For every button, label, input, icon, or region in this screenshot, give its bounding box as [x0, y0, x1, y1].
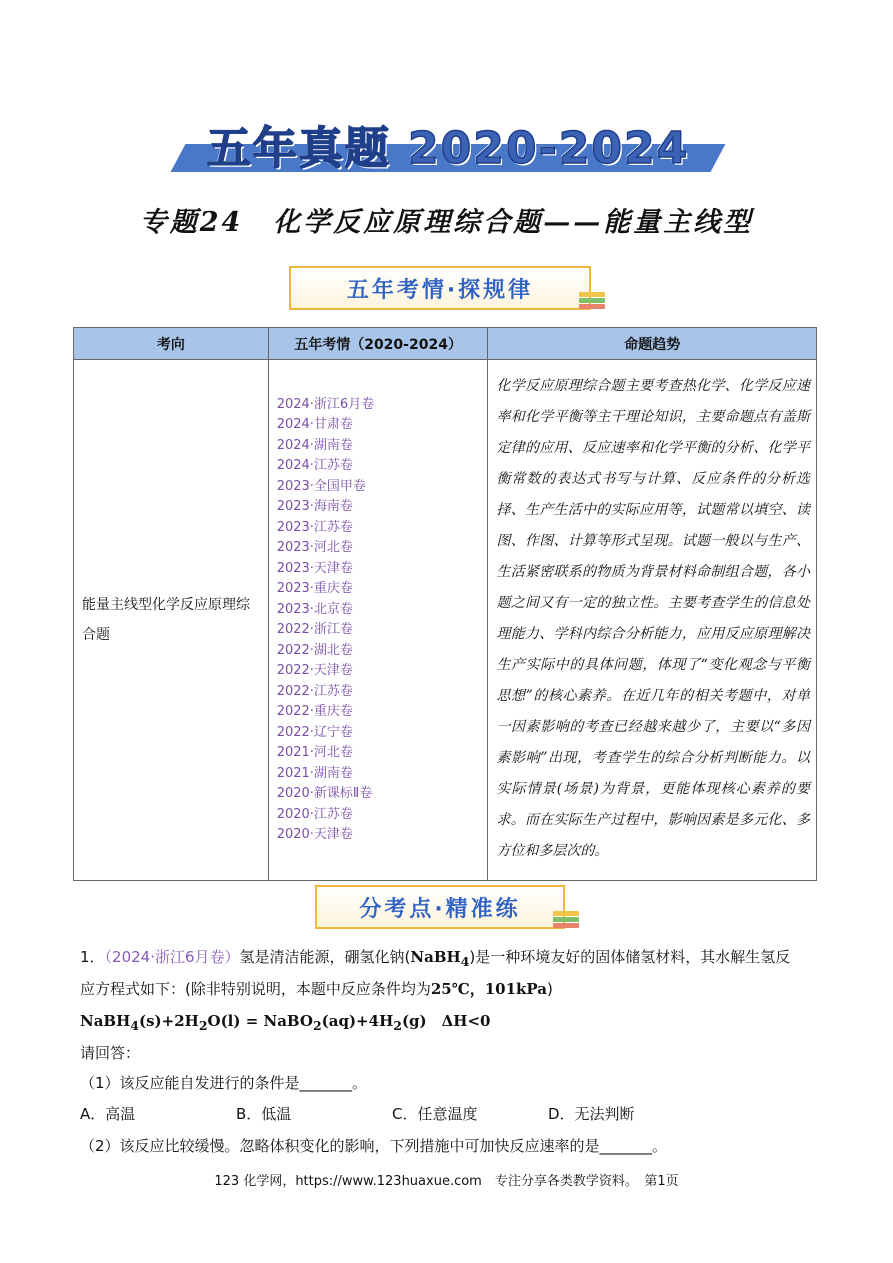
year-item: 2024·湖南卷 [276, 437, 353, 453]
year-item: 2024·江苏卷 [276, 458, 353, 473]
page-footer: 123 化学网，https://www.123huaxue.com 专注分享各类教学资料。 第1页 [214, 1174, 679, 1189]
year-item: 2020·新课标Ⅱ卷 [276, 786, 373, 801]
question-text: 氢是清洁能源，硼氢化钠( [239, 948, 411, 966]
table-row [74, 360, 817, 881]
eq-part: (aq)+4H [321, 1012, 394, 1030]
subject-title: 专题24 化学反应原理综合题——能量主线型 [139, 207, 754, 238]
section-label: 五年考情·探规律 [346, 277, 534, 303]
banner-title: 五年真题 2020-2024 [206, 123, 690, 174]
formula-subscript: 4 [460, 954, 470, 969]
section-badge-trends [289, 266, 591, 310]
year-item: 2023·江苏卷 [276, 519, 353, 535]
sub-question-1: （1）该反应能自发进行的条件是_______。 [80, 1074, 368, 1092]
year-item: 2021·湖南卷 [276, 765, 353, 781]
header-banner [168, 108, 728, 176]
year-item: 2020·江苏卷 [276, 806, 353, 822]
header-years: 五年考情（2020-2024） [268, 328, 488, 360]
equation [80, 1010, 490, 1033]
trend-cell: 化学反应原理综合题主要考查热化学、化学反应速率和化学平衡等主干理论知识，主要命题点有盖斯定律的应用、反应速率和化学平衡的分析、化学平衡常数的表达式书写与计算、反应条件的分析选择、生产生活中的实际应用等，试题常以填空、读图、作图、计算等形式呈现。试题一般以与生产、生活紧密联系的物质为背景材料命制组合题，各小题之间又有一定的独立性。主要考查学生的信息处理能力、学科内综合分析能力，应用反应原理解决生产实际中的具体问题，体现了“变化观念与平衡思想”的核心素养。在近几年的相关考题中，对单一因素影响的考查已经越来越少了，主要以“多因素影响”出现，考查学生的综合分析判断能力。以实际情景(场景)为背景，更能体现核心素养的要求。而在实际生产过程中，影响因素是多元化、多方位和多层次的。 [488, 360, 817, 881]
year-item: 2023·北京卷 [276, 601, 353, 617]
formula: NaBH [410, 948, 461, 966]
eq-sub: 2 [393, 1018, 402, 1033]
section-badge-practice [315, 885, 565, 929]
eq-part: O(l) = NaBO [207, 1012, 313, 1030]
year-item: 2020·天津卷 [276, 827, 353, 842]
year-item: 2023·河北卷 [276, 540, 353, 555]
year-item: 2022·辽宁卷 [276, 724, 353, 740]
question-source: （2024·浙江6月卷） [104, 948, 240, 966]
year-item: 2022·湖北卷 [276, 642, 353, 658]
section-label: 分考点·精准练 [359, 896, 521, 922]
question-line-2 [80, 978, 553, 999]
year-item: 2024·甘肃卷 [276, 417, 353, 432]
year-item: 2023·重庆卷 [276, 581, 353, 596]
eq-sub: 2 [198, 1018, 208, 1033]
option-a: A．高温 [80, 1105, 136, 1123]
direction-cell: 能量主线型化学反应原理综合题 [74, 360, 269, 881]
table-header-row [74, 328, 817, 360]
exam-trend-table [73, 327, 817, 881]
year-item: 2022·浙江卷 [276, 622, 353, 637]
eq-part: (s)+2H [138, 1012, 199, 1030]
year-item: 2022·天津卷 [276, 663, 353, 678]
header-direction: 考向 [74, 328, 269, 360]
years-cell [268, 360, 488, 881]
eq-part: NaBH [80, 1012, 131, 1030]
year-item: 2023·全国甲卷 [276, 478, 366, 494]
answer-prompt: 请回答： [80, 1044, 141, 1062]
question-text: )是一种环境友好的固体储氢材料，其水解生氢反 [469, 948, 791, 966]
eq-sub: 2 [312, 1018, 322, 1033]
year-item: 2023·天津卷 [276, 560, 353, 576]
books-icon [579, 292, 607, 314]
year-item: 2022·重庆卷 [276, 704, 353, 719]
eq-sub: 4 [130, 1018, 139, 1033]
year-item: 2022·江苏卷 [276, 683, 353, 699]
sub-question-2: （2）该反应比较缓慢。忽略体积变化的影响，下列措施中可加快反应速率的是_______。 [80, 1137, 668, 1155]
question-line-1 [80, 946, 790, 969]
question-text: ) [547, 980, 553, 998]
option-d: D．无法判断 [548, 1105, 635, 1123]
option-b: B．低温 [236, 1105, 292, 1123]
year-item: 2021·河北卷 [276, 745, 353, 760]
eq-part: (g) ΔH<0 [401, 1012, 491, 1030]
conditions: 25℃，101kPa [430, 980, 548, 998]
books-icon [553, 911, 581, 933]
option-c: C．任意温度 [392, 1105, 478, 1123]
year-item: 2024·浙江6月卷 [276, 396, 375, 412]
header-trend: 命题趋势 [488, 328, 817, 360]
question-number: 1． [80, 948, 105, 966]
year-item: 2023·海南卷 [276, 499, 353, 514]
question-text: 应方程式如下：(除非特别说明，本题中反应条件均为 [80, 980, 431, 998]
